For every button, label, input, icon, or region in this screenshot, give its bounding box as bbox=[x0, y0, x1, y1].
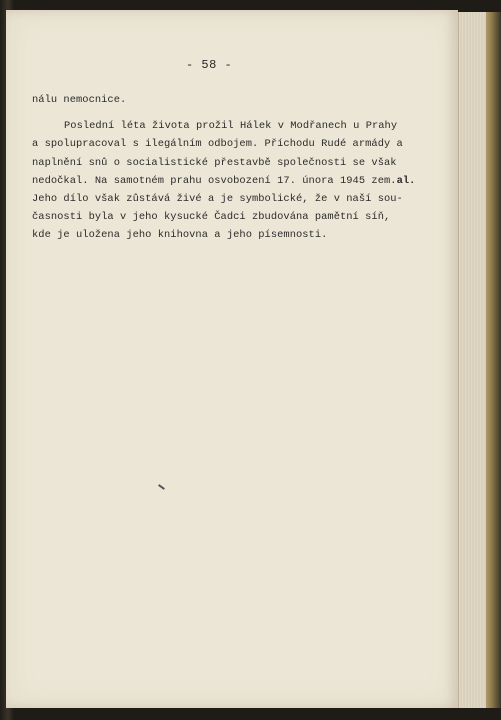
text-line-overstrike: al. bbox=[396, 174, 416, 187]
text-line: a spolupracoval s ilegálním odbojem. Příchodu Rudé armády a bbox=[32, 138, 403, 151]
text-line: kde je uložena jeho knihovna a jeho písemnosti. bbox=[32, 229, 328, 242]
text-line: nálu nemocnice. bbox=[32, 94, 127, 106]
text-line-part: nedočkal. Na samotném prahu osvobození 17. února 1945 zem. bbox=[32, 174, 397, 187]
text-line: Poslední léta života prožil Hálek v Modřanech u Prahy bbox=[64, 120, 398, 133]
book-cover-edge bbox=[486, 12, 501, 708]
page-edges bbox=[458, 12, 489, 708]
text-line bbox=[32, 172, 452, 190]
typewritten-text bbox=[32, 91, 452, 245]
page-number: - 58 - bbox=[186, 58, 233, 72]
text-line: naplnění snů o socialistické přestavbě společnosti se však bbox=[32, 156, 397, 169]
text-line: Jeho dílo však zůstává živé a je symbolické, že v naší sou- bbox=[32, 193, 403, 206]
text-line: časnosti byla v jeho kysucké Čadci zbudována pamětní síň, bbox=[32, 211, 391, 224]
